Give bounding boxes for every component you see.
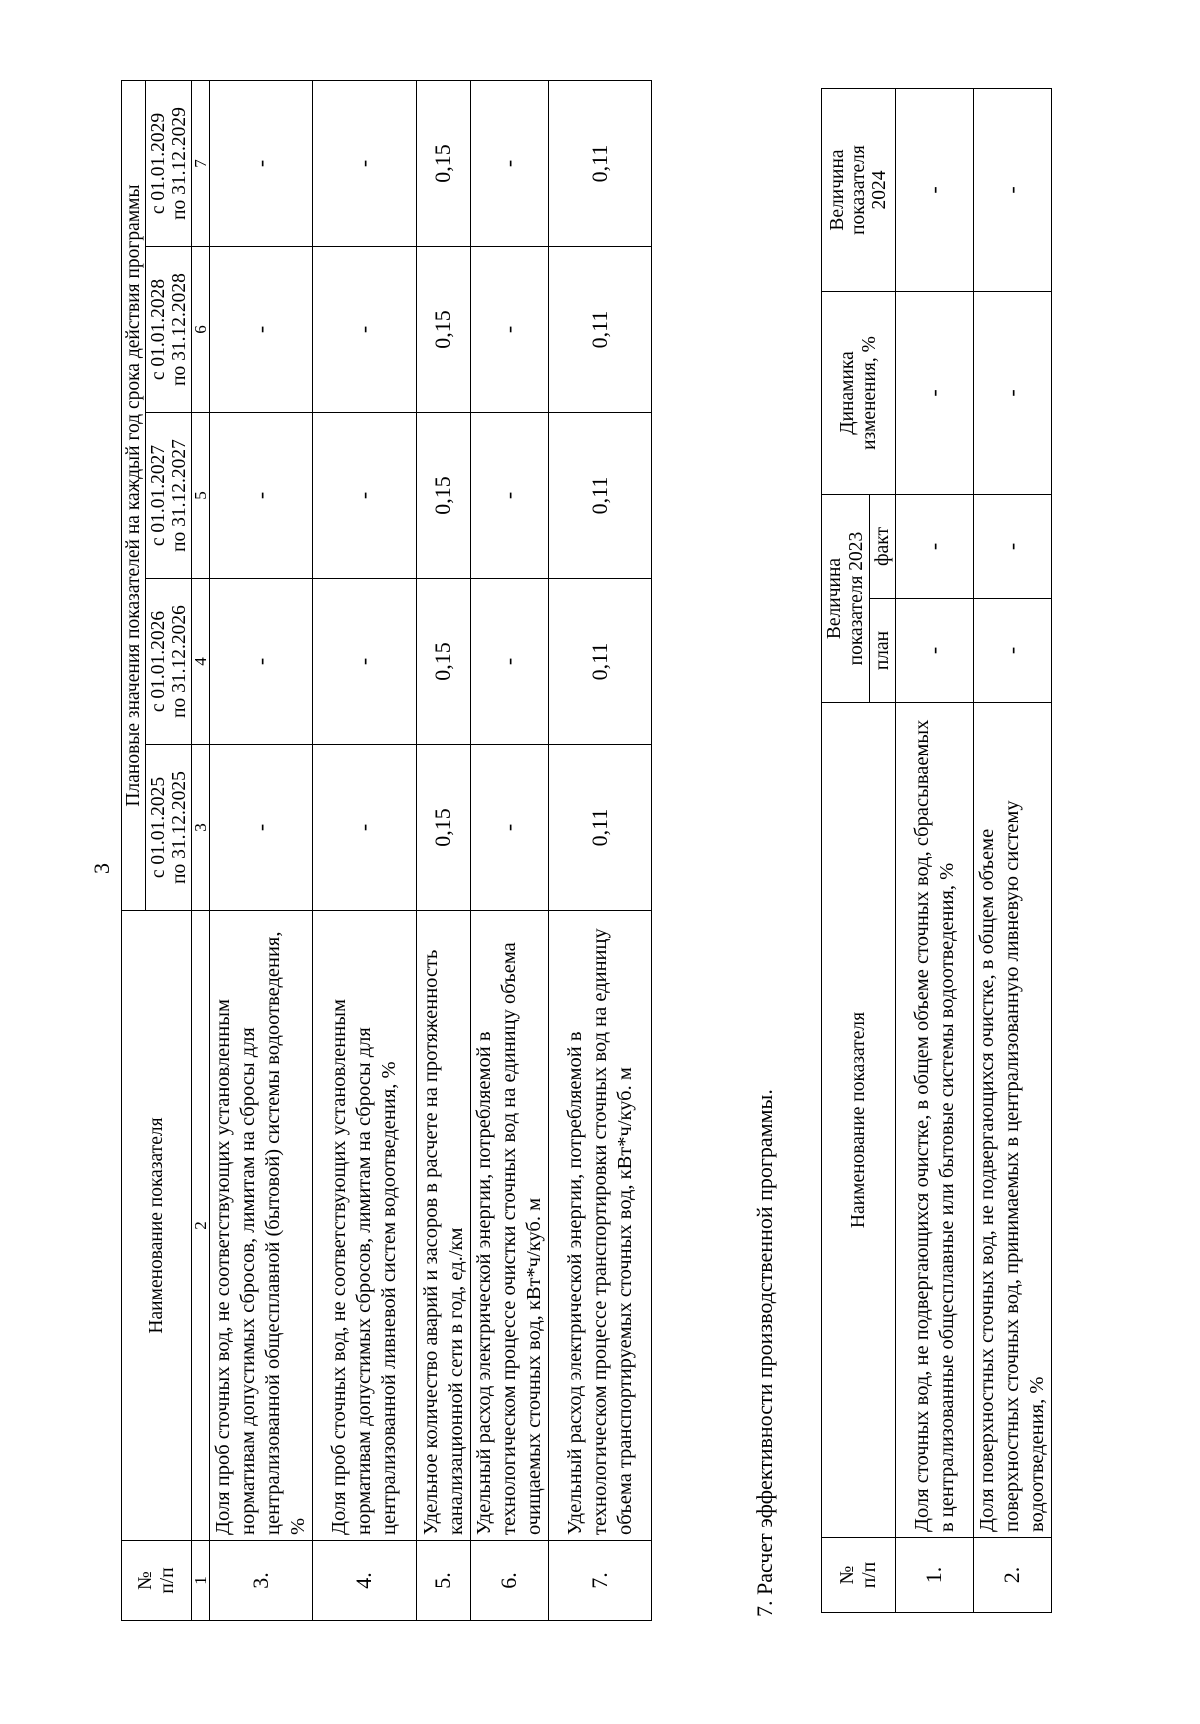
row-number: 6. [471, 1541, 549, 1621]
value-cell: 0,15 [417, 413, 471, 579]
value-cell: 0,11 [549, 80, 652, 246]
value-cell: - [313, 413, 417, 579]
value-cell: - [471, 579, 549, 745]
table-row [210, 80, 313, 1620]
header-indicator-name: Наименование показателя [122, 911, 192, 1541]
header-fact: факт [870, 495, 896, 599]
value-cell: - [210, 579, 313, 745]
indicator-name: Удельный расход электрической энергии, потребляемой в технологическом процессе очистки сточных вод на единицу объема очищаемых сточных вод, кВт*ч/куб. м [471, 911, 549, 1541]
value-cell: - [471, 247, 549, 413]
column-number: 3 [192, 745, 210, 911]
header-dynamics: Динамика изменения, % [822, 292, 896, 495]
header-plan: план [870, 599, 896, 703]
value-cell: 0,15 [417, 80, 471, 246]
value-cell: 0,11 [549, 413, 652, 579]
column-number: 4 [192, 579, 210, 745]
value-cell: - [210, 413, 313, 579]
header-value-2023: Величина показателя 2023 [822, 495, 870, 703]
value-cell: 0,15 [417, 745, 471, 911]
row-number: 5. [417, 1541, 471, 1621]
table-row [313, 80, 417, 1620]
value-cell: - [471, 80, 549, 246]
value-cell: - [210, 247, 313, 413]
value-cell: - [471, 745, 549, 911]
value-cell: - [313, 579, 417, 745]
table-row [417, 80, 471, 1620]
row-number: 2. [974, 1538, 1052, 1613]
value-cell: 0,11 [549, 579, 652, 745]
value-cell: - [313, 247, 417, 413]
indicator-name: Доля поверхностных сточных вод, не подвергающихся очистке, в общем объеме поверхностных сточных вод, принимаемых в централизованную ливневую систему водоотведения, % [974, 703, 1052, 1538]
header-period: с 01.01.2029 по 31.12.2029 [146, 80, 192, 246]
header-period: с 01.01.2026 по 31.12.2026 [146, 579, 192, 745]
indicator-name: Удельное количество аварий и засоров в расчете на протяженность канализационной сети в год, ед./км [417, 911, 471, 1541]
efficiency-table [821, 88, 1052, 1613]
header-value-2024: Величина показателя 2024 [822, 89, 896, 292]
table-row [974, 89, 1052, 1613]
column-number: 5 [192, 413, 210, 579]
header-row-number: № п/п [122, 1541, 192, 1621]
value-cell: - [210, 745, 313, 911]
value-cell: - [313, 745, 417, 911]
table-row [471, 80, 549, 1620]
header-period: с 01.01.2027 по 31.12.2027 [146, 413, 192, 579]
dynamics-value: - [896, 292, 974, 495]
column-number: 7 [192, 80, 210, 246]
column-number: 6 [192, 247, 210, 413]
planned-indicators-table [121, 80, 652, 1621]
column-number: 2 [192, 911, 210, 1541]
column-number: 1 [192, 1541, 210, 1621]
indicator-name: Доля сточных вод, не подвергающихся очистке, в общем объеме сточных вод, сбрасываемых в централизованные общесплавные или бытовые системы водоотведения, % [896, 703, 974, 1538]
value-cell: - [313, 80, 417, 246]
header-period: с 01.01.2025 по 31.12.2025 [146, 745, 192, 911]
fact-value: - [896, 495, 974, 599]
indicator-name: Доля проб сточных вод, не соответствующих установленным нормативам допустимых сбросов, лимитам на сбросы для централизованной общесплавной (бытовой) системы водоотведения, % [210, 911, 313, 1541]
row-number: 1. [896, 1538, 974, 1613]
value-cell: 0,11 [549, 247, 652, 413]
row-number: 4. [313, 1541, 417, 1621]
value-cell: - [210, 80, 313, 246]
value-cell: 0,11 [549, 745, 652, 911]
section-title: 7. Расчет эффективности производственной программы. [752, 1089, 777, 1617]
plan-value: - [974, 599, 1052, 703]
value-2024: - [896, 89, 974, 292]
table-row [896, 89, 974, 1613]
header-row-number: № п/п [822, 1538, 896, 1613]
header-planned-values: Плановые значения показателей на каждый год срока действия программы [122, 80, 146, 910]
header-indicator-name: Наименование показателя [822, 703, 896, 1538]
value-2024: - [974, 89, 1052, 292]
indicator-name: Доля проб сточных вод, не соответствующих установленным нормативам допустимых сбросов, лимитам на сбросы для централизованной ливневой систем водоотведения, % [313, 911, 417, 1541]
value-cell: 0,15 [417, 247, 471, 413]
row-number: 7. [549, 1541, 652, 1621]
header-period: с 01.01.2028 по 31.12.2028 [146, 247, 192, 413]
table-row [549, 80, 652, 1620]
dynamics-value: - [974, 292, 1052, 495]
indicator-name: Удельный расход электрической энергии, потребляемой в технологическом процессе транспортировки сточных вод на единицу объема транспортируемых сточных вод, кВт*ч/куб. м [549, 911, 652, 1541]
value-cell: 0,15 [417, 579, 471, 745]
plan-value: - [896, 599, 974, 703]
page-number: 3 [89, 863, 114, 874]
row-number: 3. [210, 1541, 313, 1621]
value-cell: - [471, 413, 549, 579]
fact-value: - [974, 495, 1052, 599]
